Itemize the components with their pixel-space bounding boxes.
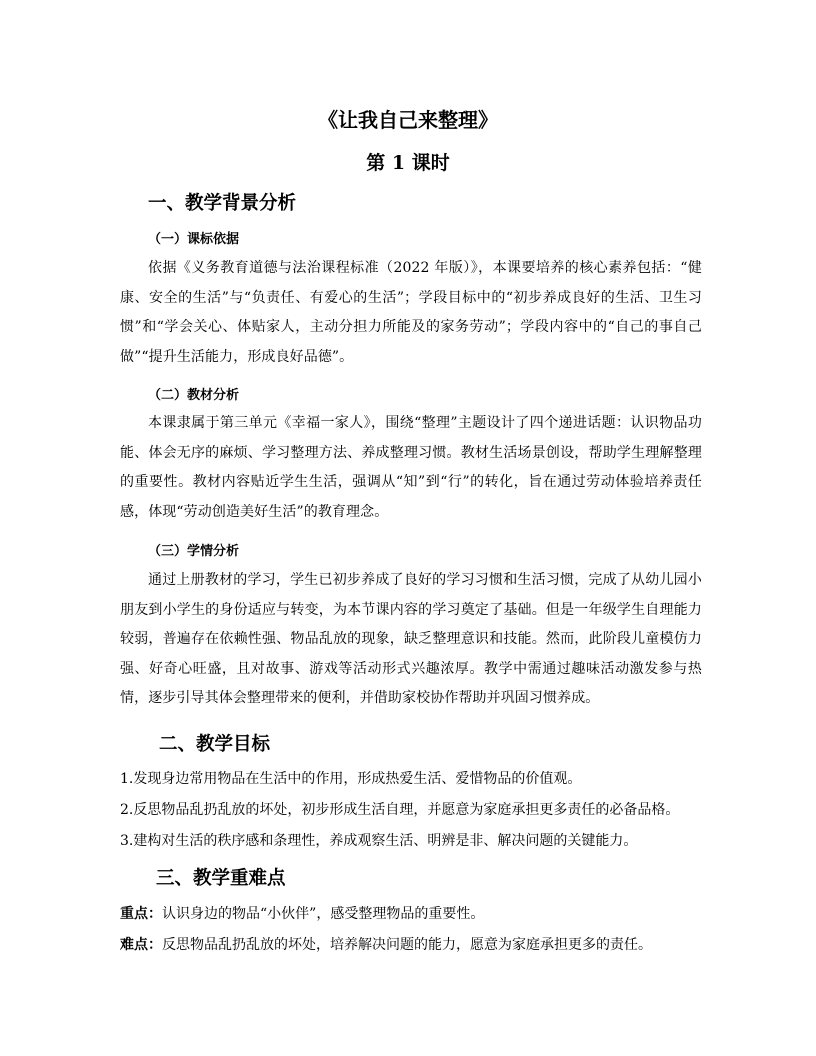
objective-item: 1.发现身边常用物品在生活中的作用，形成热爱生活、爱惜物品的价值观。: [120, 771, 582, 787]
difficulty-label: 难点：: [120, 937, 162, 953]
paragraph-curriculum: 依据《义务教育道德与法治课程标准（2022 年版）》，本课要培养的核心素养包括：“健康、安全的生活”与“负责任、有爱心的生活”；学段目标中的“初步养成良好的生活、卫生习惯”和“学会关心、体贴家人，主动分担力所能及的家务劳动”；学段内容中的“自己的事自己做”“提升生活能力，形成良好品德”。: [120, 260, 702, 365]
section-heading-key-points: 三、教学重难点: [156, 868, 286, 889]
document-title: 《让我自己来整理》: [318, 108, 498, 132]
section-heading-background: 一、教学背景分析: [148, 193, 297, 214]
objective-item: 3.建构对生活的秩序感和条理性，养成观察生活、明辨是非、解决问题的关键能力。: [120, 833, 638, 849]
key-points-block: [120, 899, 720, 961]
subsection-heading-textbook: （二）教材分析: [148, 388, 240, 403]
key-point-text: 认识身边的物品“小伙伴”，感受整理物品的重要性。: [162, 906, 485, 922]
key-point-line: [120, 899, 720, 930]
subsection-heading-curriculum: （一）课标依据: [148, 232, 240, 247]
key-point-label: 重点：: [120, 906, 162, 922]
difficulty-text: 反思物品乱扔乱放的坏处，培养解决问题的能力，愿意为家庭承担更多的责任。: [162, 937, 652, 953]
section-heading-objectives: 二、教学目标: [159, 734, 271, 755]
objectives-list: [120, 764, 720, 857]
paragraph-learners: 通过上册教材的学习，学生已初步养成了良好的学习习惯和生活习惯，完成了从幼儿园小朋友到小学生的身份适应与转变，为本节课内容的学习奠定了基础。但是一年级学生自理能力较弱，普遍存在依赖性强、物品乱放的现象，缺乏整理意识和技能。然而，此阶段儿童模仿力强、好奇心旺盛，且对故事、游戏等活动形式兴趣浓厚。教学中需通过趣味活动激发参与热情，逐步引导其体会整理带来的便利，并借助家校协作帮助并巩固习惯养成。: [120, 572, 702, 706]
subsection-heading-learners: （三）学情分析: [148, 544, 240, 559]
difficulty-line: [120, 930, 720, 961]
lesson-subtitle: 第 1 课时: [366, 152, 450, 174]
objective-item: 2.反思物品乱扔乱放的坏处，初步形成生活自理，并愿意为家庭承担更多责任的必备品格。: [120, 802, 680, 818]
paragraph-textbook: 本课隶属于第三单元《幸福一家人》，围绕“整理”主题设计了四个递进话题：认识物品功能、体会无序的麻烦、学习整理方法、养成整理习惯。教材生活场景创设，帮助学生理解整理的重要性。教材内容贴近学生生活，强调从“知”到“行”的转化，旨在通过劳动体验培养责任感，体现“劳动创造美好生活”的教育理念。: [120, 415, 702, 520]
